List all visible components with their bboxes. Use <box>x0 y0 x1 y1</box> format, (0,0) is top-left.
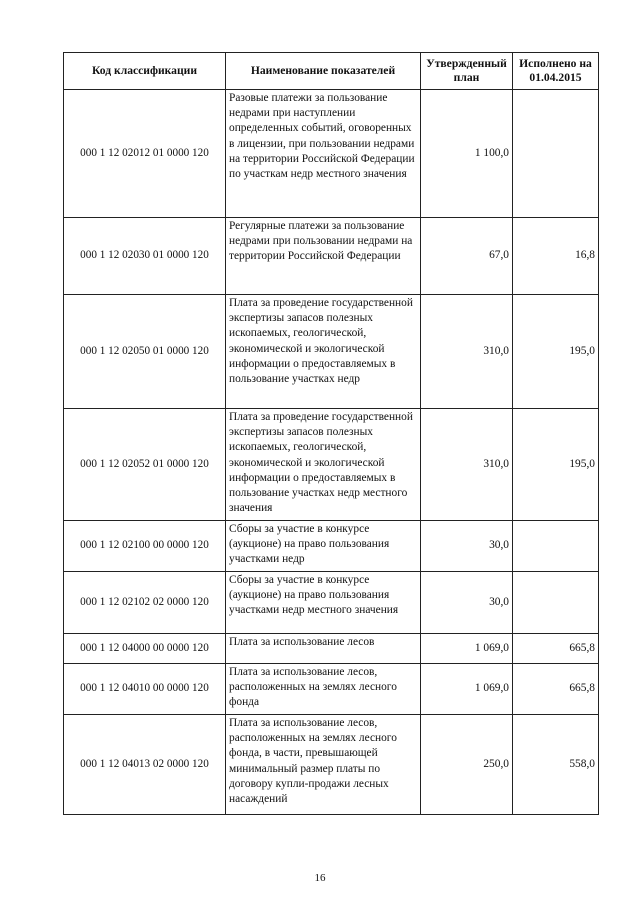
row-plan: 1 100,0 <box>421 90 513 218</box>
row-code: 000 1 12 02052 01 0000 120 <box>64 409 226 521</box>
row-done: 16,8 <box>513 218 599 295</box>
table-row <box>64 572 599 634</box>
row-name: Разовые платежи за пользование недрами при наступлении определенных событий, оговоренных в лицензии, при пользовании недрами на территории Российской Федерации по участкам недр местного значения <box>226 90 421 218</box>
budget-table <box>63 52 599 815</box>
row-plan: 30,0 <box>421 572 513 634</box>
row-name: Плата за проведение государственной экспертизы запасов полезных ископаемых, геологической, экономической и экологической информации о предоставляемых в пользование участках недр <box>226 295 421 409</box>
table-row <box>64 634 599 664</box>
row-plan: 1 069,0 <box>421 634 513 664</box>
row-done: 665,8 <box>513 664 599 715</box>
header-plan: Утвержденный план <box>421 53 513 90</box>
row-code: 000 1 12 04000 00 0000 120 <box>64 634 226 664</box>
row-plan: 310,0 <box>421 409 513 521</box>
page-number: 16 <box>314 872 326 884</box>
row-name: Сборы за участие в конкурсе (аукционе) на право пользования участками недр <box>226 521 421 572</box>
row-code: 000 1 12 02030 01 0000 120 <box>64 218 226 295</box>
table-row <box>64 295 599 409</box>
row-plan: 250,0 <box>421 715 513 815</box>
row-done <box>513 90 599 218</box>
row-code: 000 1 12 02100 00 0000 120 <box>64 521 226 572</box>
row-code: 000 1 12 02050 01 0000 120 <box>64 295 226 409</box>
row-done: 558,0 <box>513 715 599 815</box>
row-code: 000 1 12 04010 00 0000 120 <box>64 664 226 715</box>
row-plan: 1 069,0 <box>421 664 513 715</box>
table-row <box>64 409 599 521</box>
row-name: Сборы за участие в конкурсе (аукционе) на право пользования участками недр местного значения <box>226 572 421 634</box>
row-plan: 67,0 <box>421 218 513 295</box>
row-done: 195,0 <box>513 295 599 409</box>
table-row <box>64 521 599 572</box>
row-name: Плата за проведение государственной экспертизы запасов полезных ископаемых, геологической, экономической и экологической информации о предоставляемых в пользование участках недр местного значения <box>226 409 421 521</box>
table-row <box>64 664 599 715</box>
row-done: 665,8 <box>513 634 599 664</box>
table-row <box>64 90 599 218</box>
row-name: Плата за использование лесов <box>226 634 421 664</box>
table-row <box>64 715 599 815</box>
row-name: Плата за использование лесов, расположенных на землях лесного фонда <box>226 664 421 715</box>
row-name: Плата за использование лесов, расположенных на землях лесного фонда, в части, превышающей минимальный размер платы по договору купли-продажи лесных насаждений <box>226 715 421 815</box>
row-code: 000 1 12 02102 02 0000 120 <box>64 572 226 634</box>
row-name: Регулярные платежи за пользование недрами при пользовании недрами на территории Российской Федерации <box>226 218 421 295</box>
row-code: 000 1 12 04013 02 0000 120 <box>64 715 226 815</box>
table-row <box>64 218 599 295</box>
row-code: 000 1 12 02012 01 0000 120 <box>64 90 226 218</box>
row-done: 195,0 <box>513 409 599 521</box>
header-code: Код классификации <box>64 53 226 90</box>
row-plan: 30,0 <box>421 521 513 572</box>
row-done <box>513 572 599 634</box>
header-name: Наименование показателей <box>226 53 421 90</box>
table-header-row <box>64 53 599 90</box>
row-plan: 310,0 <box>421 295 513 409</box>
header-done: Исполнено на 01.04.2015 <box>513 53 599 90</box>
row-done <box>513 521 599 572</box>
